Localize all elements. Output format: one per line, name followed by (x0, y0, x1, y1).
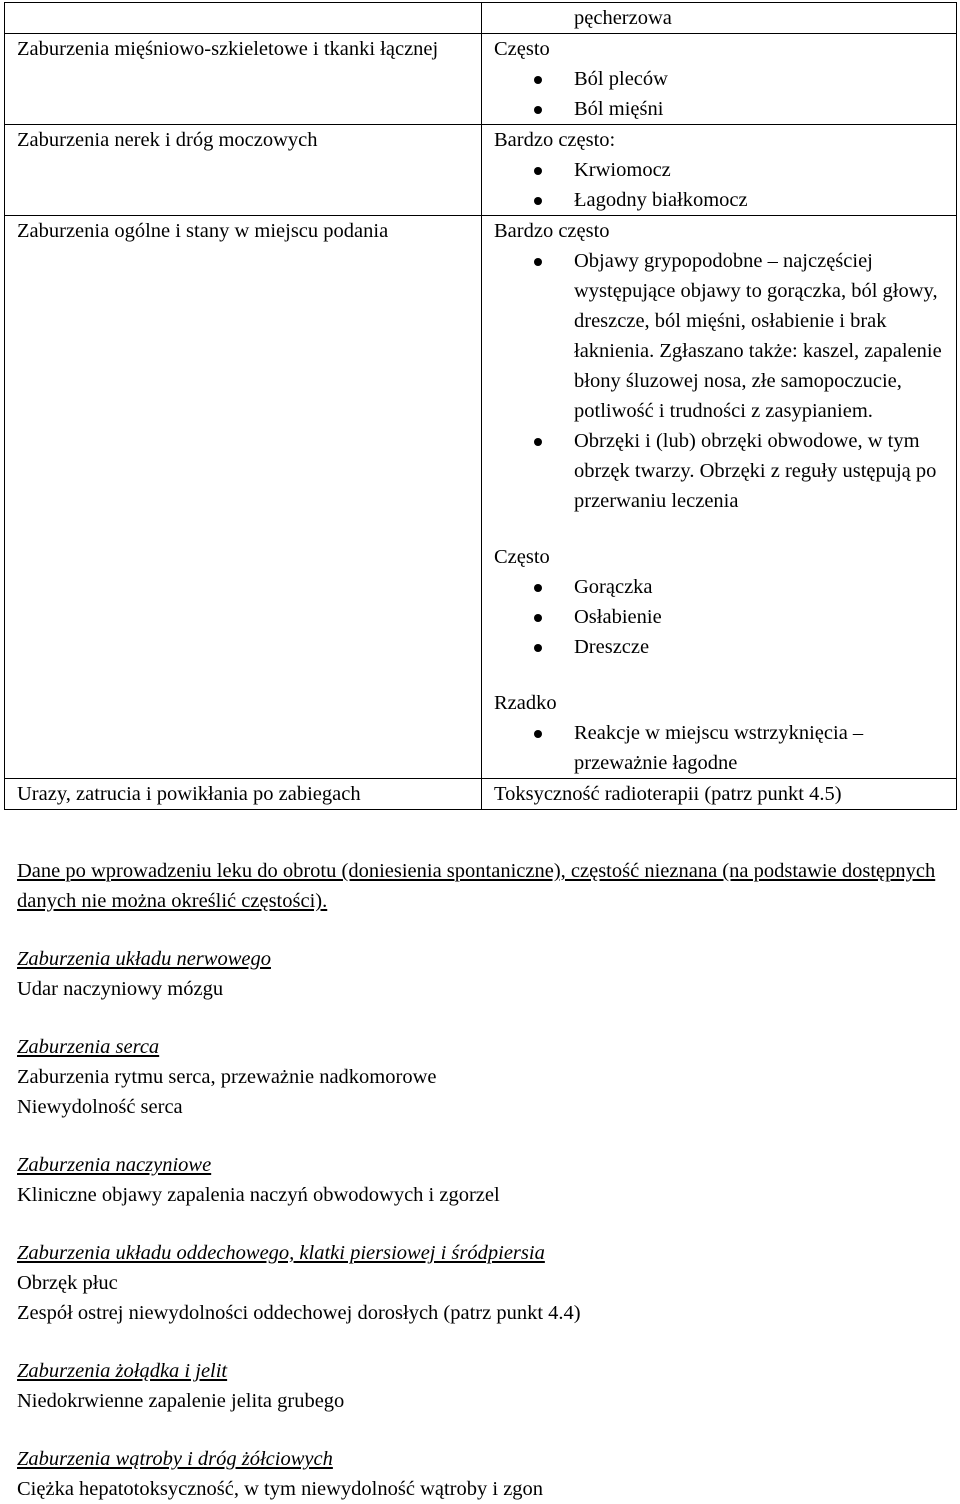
reaction-cell: Toksyczność radioterapii (patrz punkt 4.5) (482, 779, 957, 810)
section-line: Niedokrwienne zapalenie jelita grubego (17, 1390, 345, 1412)
reaction-item: Obrzęki i (lub) obrzęki obwodowe, w tym obrzęk twarzy. Obrzęki z reguły ustępują po przerwaniu leczenia (574, 426, 956, 516)
section-heading: Zaburzenia naczyniowe (17, 1154, 212, 1176)
frequency-label: Rzadko (494, 692, 557, 714)
section-heading: Zaburzenia żołądka i jelit (17, 1360, 228, 1382)
soc-cell (5, 3, 482, 34)
reaction-item: Krwiomocz (574, 155, 956, 185)
section-heading: Zaburzenia serca (17, 1036, 160, 1058)
soc-cell: Zaburzenia mięśniowo-szkieletowe i tkanki łącznej (5, 34, 482, 125)
reaction-item: Dreszcze (574, 632, 956, 662)
soc-cell: Zaburzenia nerek i dróg moczowych (5, 125, 482, 216)
section-gastrointestinal (17, 1356, 947, 1416)
reaction-item: Objawy grypopodobne – najczęściej występujące objawy to gorączka, ból głowy, dreszcze, ból mięśni, osłabienie i brak łaknienia. Zgłaszano także: kaszel, zapalenie błony śluzowej nosa, złe samopoczucie, potliwość i trudności z zasypianiem. (574, 246, 956, 426)
reaction-item: Ból pleców (574, 64, 956, 94)
section-heading: Zaburzenia wątroby i dróg żółciowych (17, 1448, 333, 1470)
reaction-item: pęcherzowa (574, 7, 672, 29)
reaction-cell (482, 34, 957, 125)
section-line: Zaburzenia rytmu serca, przeważnie nadkomorowe (17, 1066, 437, 1088)
section-respiratory (17, 1238, 947, 1328)
section-line: Kliniczne objawy zapalenia naczyń obwodowych i zgorzel (17, 1184, 500, 1206)
reaction-item: Ból mięśni (574, 94, 956, 124)
reaction-cell (482, 125, 957, 216)
reaction-item: Osłabienie (574, 602, 956, 632)
frequency-label: Często (494, 38, 550, 60)
frequency-label: Bardzo często (494, 220, 610, 242)
post-marketing-block (17, 856, 947, 1504)
table-row (5, 125, 957, 216)
section-line: Obrzęk płuc (17, 1272, 118, 1294)
reaction-item: Gorączka (574, 572, 956, 602)
section-cardiac (17, 1032, 947, 1122)
section-line: Niewydolność serca (17, 1096, 183, 1118)
section-nervous (17, 944, 947, 1004)
reaction-cell (482, 216, 957, 779)
post-marketing-intro: Dane po wprowadzeniu leku do obrotu (doniesienia spontaniczne), częstość nieznana (na podstawie dostępnych danych nie można określić częstości). (17, 860, 936, 912)
soc-cell: Urazy, zatrucia i powikłania po zabiegach (5, 779, 482, 810)
section-heading: Zaburzenia układu oddechowego, klatki piersiowej i śródpiersia (17, 1242, 545, 1264)
soc-cell: Zaburzenia ogólne i stany w miejscu podania (5, 216, 482, 779)
reaction-item: Łagodny białkomocz (574, 185, 956, 215)
section-line: Zespół ostrej niewydolności oddechowej dorosłych (patrz punkt 4.4) (17, 1302, 581, 1324)
frequency-label: Bardzo często: (494, 129, 616, 151)
reaction-cell (482, 3, 957, 34)
table-row (5, 216, 957, 779)
table-row (5, 3, 957, 34)
section-line: Udar naczyniowy mózgu (17, 978, 224, 1000)
frequency-label: Często (494, 546, 550, 568)
table-row (5, 34, 957, 125)
reaction-item: Reakcje w miejscu wstrzyknięcia – przeważnie łagodne (574, 718, 956, 778)
section-vascular (17, 1150, 947, 1210)
adverse-reactions-table (4, 2, 957, 810)
table-row (5, 779, 957, 810)
section-line: Ciężka hepatotoksyczność, w tym niewydolność wątroby i zgon (17, 1478, 544, 1500)
section-heading: Zaburzenia układu nerwowego (17, 948, 271, 970)
section-hepatobiliary (17, 1444, 947, 1504)
